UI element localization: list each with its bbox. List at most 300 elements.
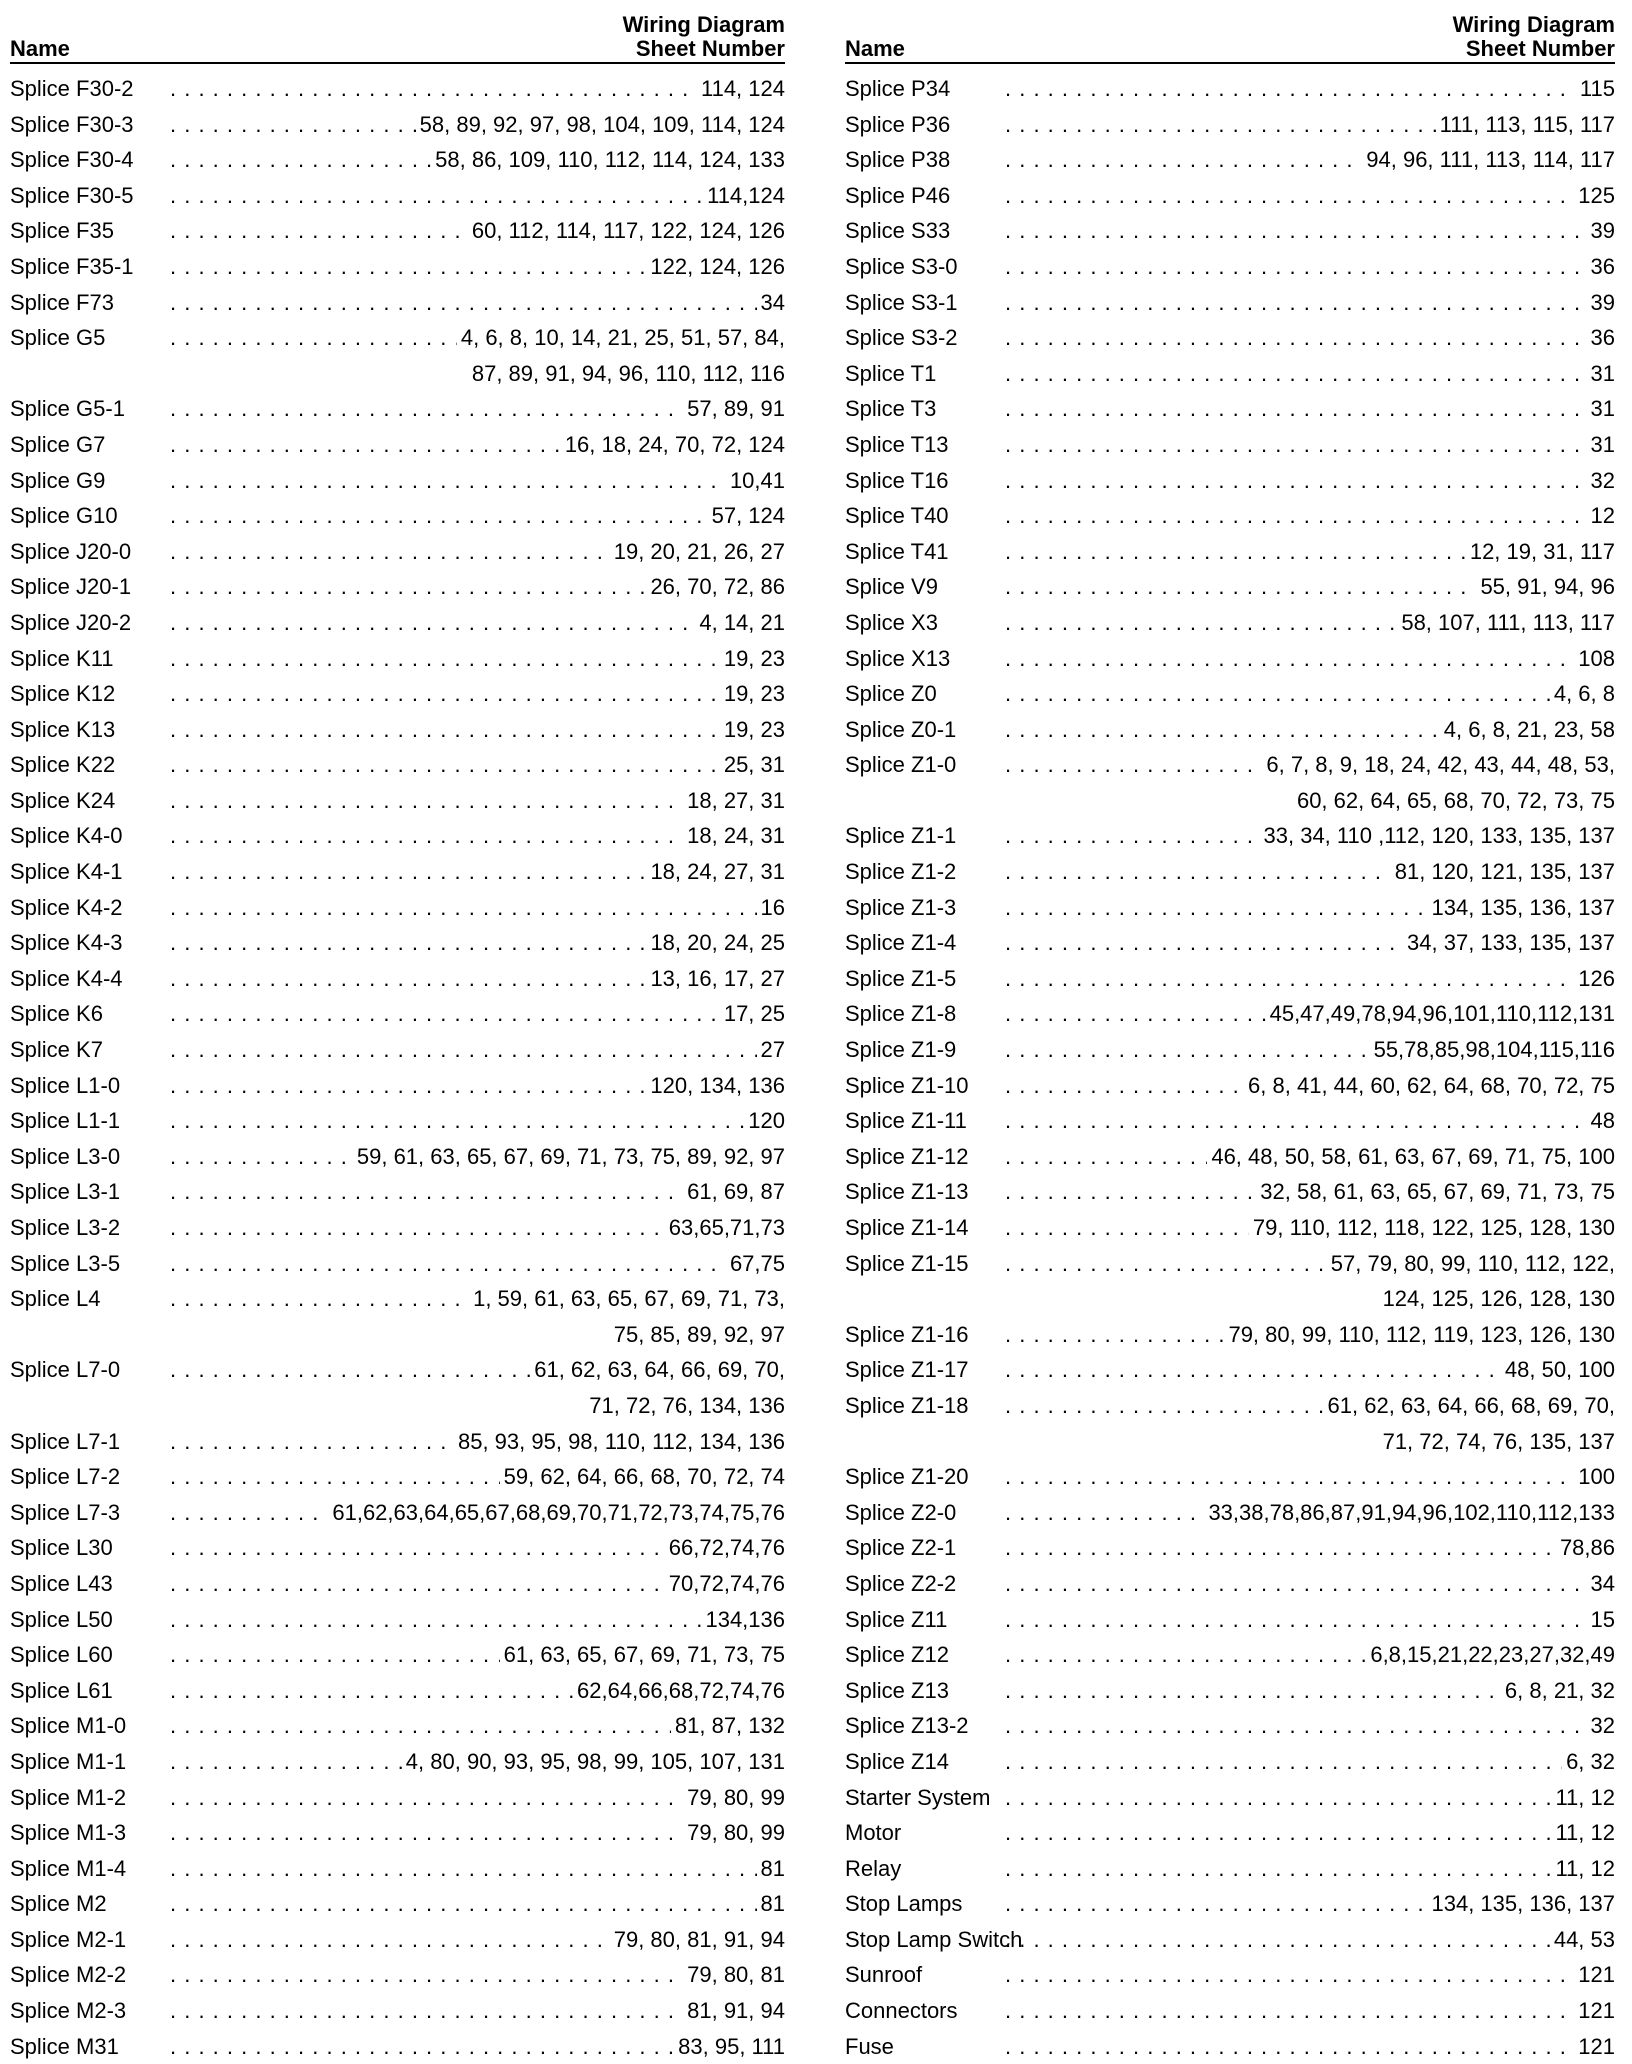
dot-leader	[1005, 213, 1615, 249]
sheet-numbers: 81	[757, 1886, 785, 1922]
index-row	[845, 1139, 1615, 1175]
index-row	[10, 71, 785, 107]
dot-leader	[170, 1032, 785, 1068]
header-name: Name	[10, 36, 70, 61]
sheet-numbers: 120, 134, 136	[646, 1068, 785, 1104]
entry-name: Splice Z1-13	[845, 1174, 1005, 1210]
sheet-numbers: 114, 124	[697, 71, 785, 107]
sheet-numbers: 134, 135, 136, 137	[1428, 1886, 1616, 1922]
sheet-numbers: 16	[757, 890, 785, 926]
sheet-numbers: 11, 12	[1551, 1780, 1615, 1816]
entry-name: Splice F30-4	[10, 142, 170, 178]
dot-leader	[1005, 498, 1615, 534]
index-row	[10, 1922, 785, 1958]
sheet-numbers: 48, 50, 100	[1501, 1352, 1615, 1388]
entry-name: Splice L1-1	[10, 1103, 170, 1139]
entry-name: Splice K4-1	[10, 854, 170, 890]
entry-name: Splice Z0-1	[845, 712, 1005, 748]
dot-leader	[1005, 1922, 1615, 1958]
sheet-numbers: 94, 96, 111, 113, 114, 117	[1362, 142, 1615, 178]
entry-name: Sunroof	[845, 1957, 1005, 1993]
sheet-numbers: 111, 113, 115, 117	[1436, 107, 1615, 143]
sheet-numbers: 79, 80, 99, 110, 112, 119, 123, 126, 130	[1224, 1317, 1615, 1353]
dot-leader	[170, 285, 785, 321]
sheet-numbers: 33,38,78,86,87,91,94,96,102,110,112,133	[1204, 1495, 1615, 1531]
sheet-numbers: 4, 14, 21	[695, 605, 785, 641]
index-row	[845, 2029, 1615, 2064]
sheet-numbers: 6,8,15,21,22,23,27,32,49	[1366, 1637, 1615, 1673]
header-sheet-number	[1453, 13, 1615, 61]
index-row	[845, 925, 1615, 961]
sheet-numbers: 17, 25	[720, 996, 785, 1032]
sheet-numbers: 4, 80, 90, 93, 95, 98, 99, 105, 107, 131	[402, 1744, 785, 1780]
index-row	[845, 1922, 1615, 1958]
sheet-numbers: 6, 7, 8, 9, 18, 24, 42, 43, 44, 48, 53,	[1262, 747, 1615, 783]
sheet-numbers: 59, 62, 64, 66, 68, 70, 72, 74	[500, 1459, 785, 1495]
dot-leader	[170, 996, 785, 1032]
sheet-numbers: 26, 70, 72, 86	[646, 569, 785, 605]
dot-leader	[1005, 641, 1615, 677]
entry-name: Splice Z1-2	[845, 854, 1005, 890]
dot-leader	[1005, 1708, 1615, 1744]
index-row	[845, 1673, 1615, 1709]
sheet-numbers: 32	[1587, 463, 1615, 499]
dot-leader	[1005, 1957, 1615, 1993]
index-row	[845, 605, 1615, 641]
sheet-numbers: 10,41	[726, 463, 785, 499]
entry-name: Splice K11	[10, 641, 170, 677]
dot-leader	[1005, 1780, 1615, 1816]
index-row	[10, 1103, 785, 1139]
entry-name: Splice S3-0	[845, 249, 1005, 285]
sheet-numbers: 81, 120, 121, 135, 137	[1391, 854, 1615, 890]
sheet-numbers: 79, 80, 81, 91, 94	[610, 1922, 785, 1958]
entry-name: Splice X13	[845, 641, 1005, 677]
dot-leader	[1005, 71, 1615, 107]
index-row	[10, 996, 785, 1032]
entry-name: Splice Z1-8	[845, 996, 1005, 1032]
entry-name: Splice K4-2	[10, 890, 170, 926]
sheet-numbers: 13, 16, 17, 27	[646, 961, 785, 997]
entry-name: Splice M1-3	[10, 1815, 170, 1851]
entry-name: Splice Z13-2	[845, 1708, 1005, 1744]
index-row	[845, 1637, 1615, 1673]
index-row	[845, 463, 1615, 499]
index-row	[10, 320, 785, 391]
index-row	[845, 1246, 1615, 1317]
entry-name: Splice Z1-0	[845, 747, 1005, 783]
index-row	[845, 996, 1615, 1032]
header-sheet-line1: Wiring Diagram	[622, 12, 785, 37]
column-header	[10, 0, 785, 64]
index-row	[845, 249, 1615, 285]
sheet-numbers: 18, 20, 24, 25	[646, 925, 785, 961]
dot-leader	[170, 605, 785, 641]
sheet-numbers: 34	[757, 285, 785, 321]
dot-leader	[170, 747, 785, 783]
index-row	[845, 427, 1615, 463]
entry-name: Splice Z1-11	[845, 1103, 1005, 1139]
entry-name: Stop Lamp Switch	[845, 1922, 1005, 1958]
index-row	[10, 213, 785, 249]
sheet-numbers: 60, 62, 64, 65, 68, 70, 72, 73, 75	[1293, 783, 1615, 819]
header-sheet-line2: Sheet Number	[635, 36, 785, 61]
index-row	[845, 1210, 1615, 1246]
dot-leader	[170, 71, 785, 107]
sheet-numbers: 12, 19, 31, 117	[1466, 534, 1615, 570]
index-row	[10, 890, 785, 926]
header-sheet-number	[623, 13, 785, 61]
index-row	[845, 747, 1615, 818]
sheet-numbers: 81, 87, 132	[671, 1708, 785, 1744]
index-row	[10, 1139, 785, 1175]
entry-name: Splice K7	[10, 1032, 170, 1068]
sheet-numbers: 34, 37, 133, 135, 137	[1403, 925, 1615, 961]
index-row	[10, 427, 785, 463]
index-row	[845, 1851, 1615, 1887]
index-row	[10, 1281, 785, 1352]
index-row	[845, 391, 1615, 427]
sheet-numbers: 45,47,49,78,94,96,101,110,112,131	[1266, 996, 1615, 1032]
entry-name: Splice K13	[10, 712, 170, 748]
entry-name: Splice L30	[10, 1530, 170, 1566]
entry-name: Splice T41	[845, 534, 1005, 570]
entry-name: Splice F35	[10, 213, 170, 249]
sheet-numbers: 61, 63, 65, 67, 69, 71, 73, 75	[500, 1637, 785, 1673]
sheet-numbers: 4, 6, 8	[1550, 676, 1615, 712]
entry-name: Splice L43	[10, 1566, 170, 1602]
dot-leader	[170, 1851, 785, 1887]
sheet-numbers: 33, 34, 110 ,112, 120, 133, 135, 137	[1260, 818, 1615, 854]
dot-leader	[1005, 1459, 1615, 1495]
index-row	[10, 605, 785, 641]
index-row	[10, 1851, 785, 1887]
entry-name: Splice G9	[10, 463, 170, 499]
dot-leader	[170, 676, 785, 712]
entry-name: Splice Z1-17	[845, 1352, 1005, 1388]
sheet-numbers: 114,124	[703, 178, 785, 214]
index-row	[845, 1815, 1615, 1851]
index-row	[845, 1602, 1615, 1638]
entry-name: Splice M1-4	[10, 1851, 170, 1887]
entry-name: Splice P34	[845, 71, 1005, 107]
entry-name: Splice S3-2	[845, 320, 1005, 356]
entry-name: Splice P38	[845, 142, 1005, 178]
sheet-numbers: 19, 23	[720, 676, 785, 712]
sheet-numbers: 58, 107, 111, 113, 117	[1397, 605, 1615, 641]
index-row	[845, 356, 1615, 392]
sheet-numbers: 55,78,85,98,104,115,116	[1370, 1032, 1615, 1068]
index-row	[10, 178, 785, 214]
entry-name: Splice Z2-2	[845, 1566, 1005, 1602]
index-row	[845, 1708, 1615, 1744]
sheet-numbers: 121	[1574, 2029, 1615, 2064]
sheet-numbers: 36	[1587, 320, 1615, 356]
index-row	[10, 1352, 785, 1423]
header-name: Name	[845, 36, 905, 61]
sheet-numbers: 60, 112, 114, 117, 122, 124, 126	[468, 213, 785, 249]
entry-name: Splice L61	[10, 1673, 170, 1709]
index-row	[10, 1637, 785, 1673]
right-index-list	[845, 64, 1615, 2064]
sheet-numbers: 48	[1587, 1103, 1615, 1139]
entry-name: Splice Z2-1	[845, 1530, 1005, 1566]
entry-name: Splice S3-1	[845, 285, 1005, 321]
entry-name: Splice L3-0	[10, 1139, 170, 1175]
index-row	[10, 961, 785, 997]
entry-name: Splice M2-2	[10, 1957, 170, 1993]
sheet-numbers: 31	[1587, 427, 1615, 463]
sheet-numbers: 61, 62, 63, 64, 66, 69, 70,	[530, 1352, 785, 1388]
index-row	[845, 1530, 1615, 1566]
entry-name: Motor	[845, 1815, 1005, 1851]
entry-name: Splice M2	[10, 1886, 170, 1922]
dot-leader	[1005, 463, 1615, 499]
sheet-numbers: 16, 18, 24, 70, 72, 124	[561, 427, 785, 463]
index-row	[845, 1068, 1615, 1104]
entry-name: Splice M2-1	[10, 1922, 170, 1958]
index-row	[845, 1174, 1615, 1210]
entry-name: Splice L7-1	[10, 1424, 170, 1460]
header-sheet-line2: Sheet Number	[1465, 36, 1615, 61]
entry-name: Splice Z1-10	[845, 1068, 1005, 1104]
index-row	[845, 641, 1615, 677]
dot-leader	[170, 641, 785, 677]
sheet-numbers: 61, 62, 63, 64, 66, 68, 69, 70,	[1324, 1388, 1615, 1424]
sheet-numbers: 46, 48, 50, 58, 61, 63, 67, 69, 71, 75, 100	[1207, 1139, 1615, 1175]
sheet-numbers: 11, 12	[1551, 1851, 1615, 1887]
sheet-numbers: 63,65,71,73	[665, 1210, 785, 1246]
index-row	[845, 142, 1615, 178]
entry-name: Splice Z1-20	[845, 1459, 1005, 1495]
index-row	[845, 1032, 1615, 1068]
sheet-numbers: 134,136	[701, 1602, 785, 1638]
index-row	[845, 1886, 1615, 1922]
entry-name: Splice Z13	[845, 1673, 1005, 1709]
entry-name: Splice J20-0	[10, 534, 170, 570]
index-row	[10, 2029, 785, 2064]
dot-leader	[1005, 1602, 1615, 1638]
index-row	[10, 285, 785, 321]
entry-name: Connectors	[845, 1993, 1005, 2029]
sheet-numbers: 19, 23	[720, 712, 785, 748]
sheet-numbers: 6, 32	[1562, 1744, 1615, 1780]
dot-leader	[1005, 1851, 1615, 1887]
sheet-numbers: 81	[757, 1851, 785, 1887]
entry-name: Splice L7-2	[10, 1459, 170, 1495]
dot-leader	[1005, 356, 1615, 392]
index-row	[10, 569, 785, 605]
sheet-numbers: 79, 80, 99	[683, 1780, 785, 1816]
index-row	[845, 890, 1615, 926]
sheet-numbers: 57, 89, 91	[683, 391, 785, 427]
entry-name: Splice K4-4	[10, 961, 170, 997]
index-row	[10, 747, 785, 783]
entry-name: Splice F30-3	[10, 107, 170, 143]
index-row	[10, 249, 785, 285]
header-sheet-line1: Wiring Diagram	[1452, 12, 1615, 37]
dot-leader	[1005, 1566, 1615, 1602]
index-row	[10, 1744, 785, 1780]
entry-name: Splice V9	[845, 569, 1005, 605]
index-row	[10, 463, 785, 499]
sheet-numbers: 79, 110, 112, 118, 122, 125, 128, 130	[1249, 1210, 1615, 1246]
entry-name: Splice L60	[10, 1637, 170, 1673]
entry-name: Splice Z11	[845, 1602, 1005, 1638]
index-row	[10, 676, 785, 712]
entry-name: Splice Z1-18	[845, 1388, 1005, 1424]
entry-name: Splice Z1-9	[845, 1032, 1005, 1068]
sheet-numbers: 39	[1587, 285, 1615, 321]
dot-leader	[170, 712, 785, 748]
sheet-numbers: 39	[1587, 213, 1615, 249]
entry-name: Splice F30-2	[10, 71, 170, 107]
sheet-numbers: 31	[1587, 356, 1615, 392]
entry-name: Splice L1-0	[10, 1068, 170, 1104]
sheet-numbers: 120	[744, 1103, 785, 1139]
sheet-numbers: 58, 89, 92, 97, 98, 104, 109, 114, 124	[416, 107, 785, 143]
sheet-numbers: 15	[1587, 1602, 1615, 1638]
entry-name: Splice Z1-15	[845, 1246, 1005, 1282]
dot-leader	[170, 498, 785, 534]
dot-leader	[1005, 2029, 1615, 2064]
entry-name: Splice Z1-5	[845, 961, 1005, 997]
entry-name: Splice P46	[845, 178, 1005, 214]
entry-name: Splice L7-3	[10, 1495, 170, 1531]
sheet-numbers: 62,64,66,68,72,74,76	[573, 1673, 785, 1709]
sheet-numbers: 81, 91, 94	[683, 1993, 785, 2029]
entry-name: Splice L3-1	[10, 1174, 170, 1210]
index-row	[845, 712, 1615, 748]
index-row	[10, 818, 785, 854]
column-header	[845, 0, 1615, 64]
sheet-numbers: 125	[1574, 178, 1615, 214]
entry-name: Splice K22	[10, 747, 170, 783]
sheet-numbers: 57, 124	[708, 498, 785, 534]
index-row	[10, 391, 785, 427]
entry-name: Splice L50	[10, 1602, 170, 1638]
index-row	[845, 1780, 1615, 1816]
entry-name: Splice F73	[10, 285, 170, 321]
dot-leader	[170, 1103, 785, 1139]
dot-leader	[1005, 320, 1615, 356]
index-row	[10, 1032, 785, 1068]
index-row	[845, 107, 1615, 143]
sheet-numbers: 25, 31	[720, 747, 785, 783]
sheet-numbers: 75, 85, 89, 92, 97	[610, 1317, 785, 1353]
entry-name: Splice L3-5	[10, 1246, 170, 1282]
index-row	[845, 1388, 1615, 1459]
entry-name: Splice M1-1	[10, 1744, 170, 1780]
sheet-numbers: 100	[1574, 1459, 1615, 1495]
index-row	[845, 1317, 1615, 1353]
entry-name: Stop Lamps	[845, 1886, 1005, 1922]
entry-name: Splice K24	[10, 783, 170, 819]
entry-name: Splice J20-2	[10, 605, 170, 641]
entry-name: Splice F30-5	[10, 178, 170, 214]
index-row	[845, 498, 1615, 534]
sheet-numbers: 70,72,74,76	[665, 1566, 785, 1602]
dot-leader	[170, 1246, 785, 1282]
sheet-numbers: 57, 79, 80, 99, 110, 112, 122,	[1327, 1246, 1615, 1282]
dot-leader	[1005, 1103, 1615, 1139]
sheet-numbers: 44, 53	[1550, 1922, 1615, 1958]
sheet-numbers: 121	[1574, 1993, 1615, 2029]
index-row	[10, 1566, 785, 1602]
sheet-numbers: 85, 93, 95, 98, 110, 112, 134, 136	[454, 1424, 785, 1460]
dot-leader	[170, 178, 785, 214]
index-row	[10, 1174, 785, 1210]
dot-leader	[1005, 427, 1615, 463]
entry-name: Splice M1-2	[10, 1780, 170, 1816]
entry-name: Splice K4-3	[10, 925, 170, 961]
entry-name: Splice Z0	[845, 676, 1005, 712]
index-row	[10, 1246, 785, 1282]
entry-name: Splice Z12	[845, 1637, 1005, 1673]
entry-name: Splice T1	[845, 356, 1005, 392]
entry-name: Splice M2-3	[10, 1993, 170, 2029]
entry-name: Splice K12	[10, 676, 170, 712]
sheet-numbers: 124, 125, 126, 128, 130	[1379, 1281, 1615, 1317]
index-row	[845, 534, 1615, 570]
index-row	[845, 1459, 1615, 1495]
index-row	[10, 783, 785, 819]
sheet-numbers: 34	[1587, 1566, 1615, 1602]
entry-name: Starter System	[845, 1780, 1005, 1816]
sheet-numbers: 32, 58, 61, 63, 65, 67, 69, 71, 73, 75	[1256, 1174, 1615, 1210]
entry-name: Splice Z1-16	[845, 1317, 1005, 1353]
dot-leader	[1005, 1815, 1615, 1851]
index-row	[10, 1957, 785, 1993]
sheet-numbers: 121	[1574, 1957, 1615, 1993]
entry-name: Splice F35-1	[10, 249, 170, 285]
dot-leader	[1005, 391, 1615, 427]
sheet-numbers: 67,75	[726, 1246, 785, 1282]
index-row	[10, 1210, 785, 1246]
sheet-numbers: 71, 72, 74, 76, 135, 137	[1379, 1424, 1615, 1460]
index-row	[845, 676, 1615, 712]
sheet-numbers: 4, 6, 8, 21, 23, 58	[1440, 712, 1615, 748]
index-row	[10, 641, 785, 677]
sheet-numbers: 66,72,74,76	[665, 1530, 785, 1566]
entry-name: Splice G5-1	[10, 391, 170, 427]
sheet-numbers: 6, 8, 21, 32	[1501, 1673, 1615, 1709]
sheet-numbers: 61,62,63,64,65,67,68,69,70,71,72,73,74,75,76	[328, 1495, 785, 1531]
sheet-numbers: 79, 80, 99	[683, 1815, 785, 1851]
index-row	[845, 1103, 1615, 1139]
entry-name: Splice G7	[10, 427, 170, 463]
sheet-numbers: 78,86	[1556, 1530, 1615, 1566]
sheet-numbers: 6, 8, 41, 44, 60, 62, 64, 68, 70, 72, 75	[1244, 1068, 1615, 1104]
entry-name: Splice L4	[10, 1281, 170, 1317]
dot-leader	[170, 890, 785, 926]
entry-name: Splice T3	[845, 391, 1005, 427]
sheet-numbers: 36	[1587, 249, 1615, 285]
dot-leader	[170, 1602, 785, 1638]
entry-name: Fuse	[845, 2029, 1005, 2064]
entry-name: Splice Z14	[845, 1744, 1005, 1780]
entry-name: Splice J20-1	[10, 569, 170, 605]
entry-name: Splice T16	[845, 463, 1005, 499]
entry-name: Splice Z1-4	[845, 925, 1005, 961]
sheet-numbers: 18, 24, 27, 31	[646, 854, 785, 890]
sheet-numbers: 31	[1587, 391, 1615, 427]
sheet-numbers: 19, 23	[720, 641, 785, 677]
index-row	[10, 1815, 785, 1851]
index-row	[845, 320, 1615, 356]
sheet-numbers: 19, 20, 21, 26, 27	[610, 534, 785, 570]
sheet-numbers: 55, 91, 94, 96	[1476, 569, 1615, 605]
